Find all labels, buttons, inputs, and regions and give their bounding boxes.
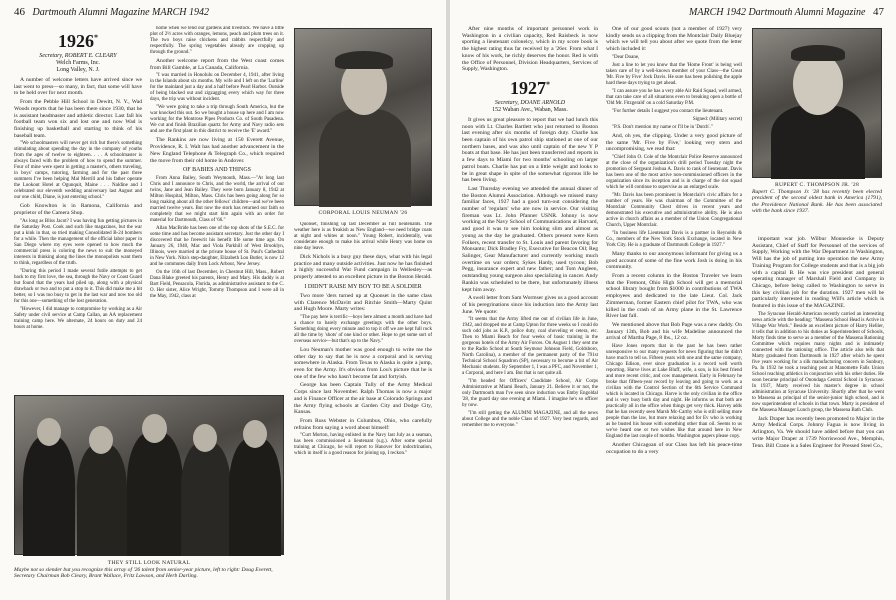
subheading-soldier: I DIDN'T RAISE MY BOY TO BE A SOLDIER <box>304 283 422 290</box>
paragraph: "Mr. Davis has been prominent in Montclair's civic affairs for a number of years. He was chairman of the Committee of the Montclair Community Chest drives in recent years and demonstrated his executive and administrative ability. He is also active in church affairs as a member of the Union Congregational Church, Upper Montclair. <box>606 192 742 228</box>
left-page-number: 46 <box>14 6 25 18</box>
secretary-line-1927: Secretary, DOANE ARNOLD <box>494 99 566 106</box>
paragraph: One of our good scouts (not a member of 1927) very kindly sends us a clipping from the Montclair Daily Bluejay which we will tell you about after we quote from the letter which included it: <box>606 26 742 53</box>
paragraph: "Chief John O. Cole of the Montclair Police Reserve announced at the close of the organization's drill period Tuesday night the promotion of Sergeant Joshua A. Davis to rank of lieutenant. Davis has been one of the most active non-commissioned officers in the organization since its inception and is in charge of the riot squad which he will continue to supervise as an enlarged scale. <box>606 154 742 190</box>
caption-body: Maybe not so slender but you recognize this array of '26 talent from senior-year picture, left to right: Doug Everett, Secretary Chairman Bob Cleary, Brant Wallace, Fritz Lawson, and Herb Darling. <box>14 566 273 580</box>
right-column-3 <box>752 236 884 596</box>
paragraph: "Dear Doane, <box>612 54 640 60</box>
paragraph: Signed: (Military secret) <box>692 116 742 122</box>
paragraph: important war job. Wilbur Monnecke is Deputy Assistant, Chief of Staff for Personnel of the services of Supply, Working with the War Department in Washington, Will has the job of putting into operation the new Army Training Program for College students and that is a big job with a capital B. He was vice president and general operating manager of Marshall Field and Company in Chicago, before being called to Washington to serve in this key civilian job for the duration. 1927 men will be particularly interested in reading Will's article which is featured in this issue of the MAGAZINE. <box>752 236 884 310</box>
paragraph: Allan MacBride has been one of the top shots of the S.E.C. for some time and has become assistant secretary. Just the other day I discovered that he freewrit his benefit life some time ago. On January 26, 1940, Mac and Viola Parkhill of West Brooklyn, Illinois, were married at the private house of St. Paul's Cathedral in New York. Nita's step-daughter, Elizabeth Lou Butler, is now 12 and he commutes daily from Lock Arbour, New Jersey. <box>150 226 284 268</box>
paragraph: "In business life Lieutenant Davis is a partner in Reynolds & Co., members of the New York Stock Exchange, located in New York City. He is a graduate of Dartmouth College in 1927." <box>606 230 742 248</box>
portrait-caption-thompson: RUPERT C. THOMPSON JR. '28 Rupert C. Thompson Jr. '28 has recently been elected president of the second oldest bank in America (1791), the Providence National Bank. He has been associated with the bank since 1937. <box>752 182 882 215</box>
paragraph: George has been Captain Tully of the Army Medical Corps since last November. Ralph Thomas is now a major and is Finance Officer at the air base at Colorado Springs and the Army flying schools at Garden City and Dodge City, Kansas. <box>294 382 432 416</box>
left-running-head: Dartmouth Alumni Magazine MARCH 1942 <box>32 7 209 18</box>
paragraph: "During this period I made several futile attempts to get back to my first love, the sea, through the Navy or Coast Guard but found that the years had piled up, along with a physical drawback or two and to put a stop to it. This did make me a bit better, so I was too busy to get in the last war and now too old for this one—something of the lost generation. <box>14 268 142 304</box>
group-photo <box>14 395 284 555</box>
right-column-2 <box>606 26 742 596</box>
paragraph: Lou Neuman's mother was good enough to write me the other day to say that he is now a corporal and is serving somewhere in Alaska. From Texas to Alaska is quite a jump, even for the Army. It's obvious from Lou's picture that he is one of the few who hasn't become fat and fortyish. <box>294 346 432 380</box>
portrait-caption-neuman: CORPORAL LOUIS NEUMAN '26 <box>318 210 408 216</box>
paragraph: Just a line to let you know that the 'Home Front' is being well taken care of by a well-known member of your Class—the Great 'Mr. Five by Five' Jock Davis. He sure has been polishing the apple hard these days trying to get ahead. <box>606 62 742 86</box>
paragraph: It gives us great pleasure to report that we had lunch this noon with Lt. Charles Bartlett who just returned to Boston last evening after six months of foreign duty. Charlie has been captain of his own patrol ship stationed at one of our northern bases, and was also until captain of the new Y P boats at that base. He has just been transferred and reports in a few days to Miami for two months' schooling on larger patrol boats. Charlie has put on a little weight and looks to be in great shape in spite of the somewhat rigorous life he has been living. <box>462 116 598 184</box>
group-photo-caption <box>14 560 284 580</box>
paragraph: Have Jones reports that in the past he has been rather unresponsive to our many requests for news figuring that he didn't have much to tell us. Fifteen years with one and the same company, Chicago Edison, ever since graduation is a record well worth reporting. Harve lives at Lake Bluff, wife, a son, is his best friend and more recent critic, and cow management. Early in February he broke that fifteen-year record by leaving and going to work as a civilian with the Control Section of the 6th Service Command which is located in Chicago. Harve is the only civilian in the office and is very busy both day and night. He informs us that both are practically all in the office when things get very thick. Harvey adds that he has recently seen Marsh Mc-Carthy who is still selling more people than the law, but more relaxing and for Ev who is working as he busted his house with something other than oil. Seems to us we've heard one or two wishes like that around here in New England the last couple of months. Washington papers please copy. <box>606 344 742 440</box>
right-page-number: 47 <box>873 6 884 18</box>
caption-title: THEY STILL LOOK NATURAL <box>107 560 191 566</box>
paragraph: On the 16th of last December, in Chestnut Hill, Mass., Robert Dana Blake greeted his parents, Henry and Mary. His daddy is at Bart Field, Pensacola, Florida, as administrative assistant to the C. O. Her sister, Alice Wright, Tommy Thompson and I were all in the May, 1942, class at <box>150 270 284 300</box>
paragraph: "We schoolmasters will never get rich but there's something stimulating about spending the day in the company of youths from the ages of twelve to eighteen. . . . A schoolmaster is always faced with the problem of how to spend the summer. Four of mine were spent in getting a master's, others traveling, in boys' camps, tutoring, farming and for the past three summers I've been helping Mal Merrill and his father operate the Lookout Hotel at Ogunquit, Maine . . . Naldine and I celebrated our eleventh wedding anniversary last August and our one child, Diane, is just entering school." <box>14 141 142 201</box>
class-heading-1927: 1927* <box>510 77 550 98</box>
paragraph: From Anna Bailey, South Weymouth, Mass.—"At long last Chris and I announce to Chris, and the world, the arrival of our twins, Jane and Jean Bailey. They were born January 8, 1942 at Milton Hospital, Milton, Mass. Chris has been going along for so long making about all the other fellows' children—and we've been married twelve years. But now the stork has returned our faith so completely that we might start him again with an order for material for Dartmouth, Class of '66." <box>150 176 284 224</box>
secretary-address-1927: 152 Waban Ave., Waban, Mass. <box>492 106 568 113</box>
paragraph: "It seems that the Army lifted me out of civilian life in June, 1942, and dropped me at Camp Upton for three weeks so I could do such odd jobs as K.P., police duty, coal shoveling et cetera, etc. Then to Miami Beach for four weeks of basic training in the gorgeous hotels of the Army Air Forces. On August 1 they sent me to the Radio School at South Seymour Johnson Field, Goldsboro, North Carolina), a member of the permanent party of the 791st Technical School Squadron (SP), necessary to become a bit of Air Mechanic students. By September 1, I was a PFC, and November 1, a Corporal, and here I am. But that is not quite all. <box>462 317 598 377</box>
paragraph: "The pay here is terrific—boys here almost a month and have had a chance to barely exchange greetings with the other boys. Something doing every minute and to top it off we are kept full rock all the time by 'shots' of one kind or other. Hope to get some sort of overseas service—but that's up to the Navy." <box>294 314 432 344</box>
left-column-3 <box>294 222 432 592</box>
paragraph: "I can assure you he has a very able Air Raid Squad, well armed, that can take care of all situations even to breaking open a bottle of 'Old Mr. Fitzgerald' on a cold Saturday P.M. <box>606 88 742 106</box>
left-running-header <box>14 6 209 18</box>
paragraph: "I'm still getting the ALUMNI MAGAZINE, and all the news about College and the noble Class of 1927. Very best regards, and remember me to everyone." <box>462 411 598 429</box>
right-page <box>450 0 896 600</box>
paragraph: After nine months of important personnel work in Washington in a civilian capacity, Red Raisbeck is now sporting a lieutenant colonelcy, which in my score book is the highest rating thus far received by a '26er. From what I know of his work, he richly deserves the honor. Red is with the Office of Personnel, Division Headquarters, Services of Supply, Washington. <box>462 26 598 73</box>
secretary-line: Secretary, ROBERT E. CLEARY <box>39 53 117 59</box>
paragraph: A number of welcome letters have arrived since we last went to press—so many, in fact, that some will have to be held over for next month. <box>14 77 142 97</box>
paragraph: "I was married in Honolulu on December 4, 1941, after living in the Islands about six months. My wife and I left on the 'Lurline' for the mainland just a day and a half before Pearl Harbor. Outside of being blacked out and zigzagging every which way for three days, the trip was without incident. <box>150 73 284 103</box>
paragraph: And, oh yes, the clipping. Under a very good picture of the same 'Mr. Five by Five,' looking very stern and uncompromising, we read that: <box>606 132 742 153</box>
paragraph: "As long as Bliss Jacot? I was having fun getting pictures in the Saturday Post. Cook and such like magazines, but the war put a kink in that, so tried making Consolidated B-24 bombers for a while. Then the management of the official labor paper in San Diego where my eyes were opened to how much the commercial press is coloring the news to suit the moneyed interests in thinking along the lines the monopolists want them to think, regardless of the truth. <box>14 218 142 266</box>
class-heading-1926: 1926* <box>58 31 98 51</box>
subheading-babies: OF BABIES AND THINGS <box>182 167 252 174</box>
paragraph: Jack Draper has recently been promoted to Major in the Army Medical Corps. Johnny Fagua is now living in Arlington, Va. We should have added before that you can write Major Draper at 1739 Norriswood Ave., Memphis, Tenn. Bill Crane is a Sales Engineer for Pressed Steel Co., <box>752 415 884 449</box>
portrait-rupert-thompson <box>752 28 882 178</box>
left-column-1 <box>14 26 142 391</box>
paragraph: "However, I did manage to compromise by working as a Air Safety under civil service at Camp Callan, an AA replacement training camp here. We alternate, 24 hours on duty and 24 hours at home. <box>14 306 142 330</box>
secretary-address-1: Welch Farms, Inc. <box>56 60 100 66</box>
paragraph: From the Pebble Hill School in Dewitt, N. Y., Wad Woods reports that he has been there since 1930, that he is assistant headmaster and athletic director. Last fall his football team won six and lost one and now Wad is finishing up basketball and starting to think of his baseball team. <box>14 99 142 139</box>
paragraph: The Syracuse Herald-American recently carried an interesting news article with the heading: "Massena School Head is Active in Village War Work." Beside an excellent picture of Harry Hellier, it tells that in addition to his duties as Superintendent of Schools, Morty finds time to serve as a member of the Massena Rationing Committee which requires many nights and is intimately connected with the rationing office. The article also tells that Marty graduated from Dartmouth in 1927 after which he spent five years working for a silk manufacturing concern in Sunbury, Pa. In 1932 he took a teaching post at Manomette Falls Union School reaching athletics in conjunction with his other duties. He soon became principal of Onondaga Central School in Syracuse. In 1937, Marty received his master's degree in school administration at Syracuse University. Shortly after that he went to Massena as principal of the senior-junior high school, and is now superintendent of schools in that town. Marty is president of the Massena Manager Lunch group, the Massena Bath Club. <box>752 311 884 413</box>
paragraph: Another Chicagoan of our Class has left his peace-time occupation to do a very <box>606 442 742 455</box>
right-column-1 <box>462 26 598 596</box>
paragraph: Dick Nichols is a busy guy these days, what with his legal practice and many outside activities. Just now he has finished a highly successful War Fund campaign in Wellesley—as properly attested to an excellent picture in the Boston Herald. <box>294 254 432 281</box>
left-page <box>0 0 446 600</box>
paragraph: "I'm headed for Officers' Candidate School, Air Corps Administrative at Miami Beach, January 21. Believe it or not, the only Dartmouth man I've seen since induction was Emby Engoldal '28, the guard day one evening at Miami. I imagine he's so officer by now. <box>462 379 598 409</box>
left-column-2 <box>150 26 284 391</box>
paragraph: From a recent column in the Boston Traveler we learn that the Fremont, Ohio High School will get a memorial school library bought from $1000 in contributions of TWA employees and dedicated to the late Lieut. Col. Jack Zimmerman, former Eastern chief pilot for TWA, who was killed in the crash of an Army plane in the St. Lawrence River last fall. <box>606 273 742 320</box>
paragraph: Quonset, finishing up last December as full lieutenants. The weather here is as freakish as New England—we need bridge coats at night and whites at noon." Young Robert, incidentally, was considerate enough to make his arrival while Henry was home on nine day leave. <box>294 222 432 251</box>
paragraph: The Rankins are now living at 150 Everett Avenue, Providence, R. I. Walt has had another advancement in the New England Telephone & Telegraph Co., which required the move from their old home in Andover. <box>150 137 284 164</box>
paragraph: home when we tend our gardens and livestock. We have a little plot of 2½ acres with oranges, lemons, peach and plum trees on it. The two boys raise chickens and rabbits respectfully and respectfully. The spring vegetables already are cropping up through the ground." <box>150 26 284 55</box>
paragraph: "P.S. Don't mention my name or I'll be in 'Dutch'." <box>612 124 713 130</box>
paragraph: Last Thursday evening we attended the annual dinner of the Boston Alumni Association. Although we missed many familiar faces, 1927 had a good turn-out considering the number of 'regulars' who are now in service. Our visiting fireman was Lt. John Pfanner USNR. Johnny is now working at the Navy School of Communications at Harvard, and good it was to see him looking slim and almost as young as the day he graduated. Others present were Kern Folkers, recent transfer to St. Louis and parent favoring for Monsanto; Dick Bradley Fry, Executive for Beacon Oil; Reg Salinger, Gear Manufacturer and currently working much overtime on war orders; Sykes Hardy, used tycoon; Bob Pegg, insurance expert and new father; and Tom Angleen, outstanding young surgeon also specializing in cancer. Andy Rankin was scheduled to be there, but unfortunately illness kept him away. <box>462 185 598 293</box>
paragraph: We mentioned above that Bob Page was a new daddy. On January 13th, Bob and his wife Madeline announced the arrival of Martha Page, 8 lbs., 12 oz. <box>606 321 742 342</box>
paragraph: "Curt Morton, having enlisted in the Navy last July as a seaman, has been commissioned a lieutenant (s.g.). After some special training at Chicago, he will report to Hanover for indoctrination, which in itself is a good reason for joining up, I reckon." <box>294 433 432 457</box>
paragraph: A swell letter from Sam Wormser gives us a good account of his peregrinations since his induction into the Army last June. We quote: <box>462 295 598 315</box>
paragraph: Gob Knowlton is in Ramona, California and proprietor of the Camera Shop. <box>14 203 142 217</box>
right-running-head: MARCH 1942 Dartmouth Alumni Magazine <box>689 7 866 18</box>
secretary-address-2: Long Valley, N. J. <box>56 67 100 73</box>
paragraph: From Russ Webster in Columbus, Ohio, who carefully refrains from saying a word about himself: <box>294 417 432 431</box>
paragraph: Another welcome report from the West coast comes from Bill Gamble, at La Canada, California. <box>150 58 284 71</box>
paragraph: Many thanks to our anonymous informant for giving us a good account of some of the fine work Josh is doing in his community. <box>606 250 742 271</box>
paragraph: Two more 'ders turned up at Quonset in the same class with Clarence McDavitt and Ritchie Smith—Marty Quint and Hugh Moore. Marty writes: <box>294 292 432 313</box>
paragraph: "We were going to take a trip through South America, but the war knocked this out. So we bought a house up here and I am now working for the Montrose Pipes Products Co. of South Pasadena. We cut and finish Brazilian quartz for Army and Navy radio sets and are the first plant in this district to receive the 'E' award." <box>150 105 284 135</box>
paragraph: "For further details I suggest you contact the lieutenant. <box>612 108 724 114</box>
portrait-louis-neuman <box>294 28 432 206</box>
right-running-header <box>689 6 884 18</box>
